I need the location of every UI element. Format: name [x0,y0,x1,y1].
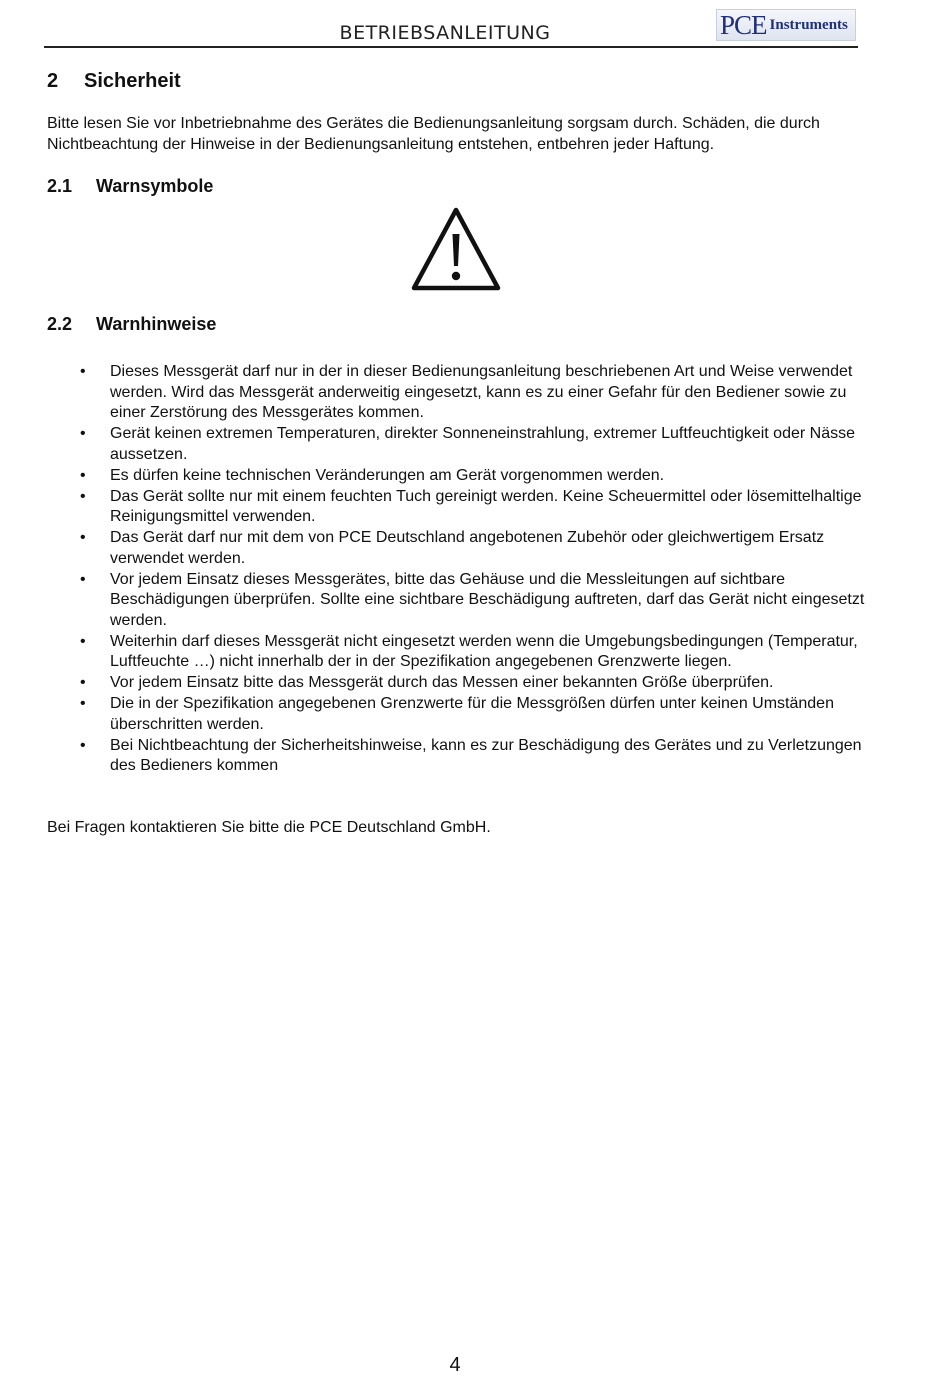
section-title: Sicherheit [84,70,181,92]
bullet-glyph: • [80,736,86,754]
bullet-glyph: • [80,632,86,650]
list-item [47,528,877,569]
warning-triangle-icon [410,206,502,292]
subsection-number: 2.1 [47,176,73,196]
list-item-text: Das Gerät darf nur mit dem von PCE Deutschland angebotenen Zubehör oder gleichwertigem Ersatz verwendet werden. [110,529,825,567]
page-number: 4 [449,1354,461,1376]
list-item [47,736,877,777]
list-item-text: Vor jedem Einsatz dieses Messgerätes, bitte das Gehäuse und die Messleitungen auf sichtbare Beschädigungen überprüfen. Sollte eine sichtbare Beschädigung auftreten, darf das Gerät nicht eingesetzt werden. [110,570,865,629]
bullet-glyph: • [80,529,86,546]
section-heading [47,70,181,93]
bullet-glyph: • [80,425,86,442]
list-item [47,362,877,424]
subsection-title: Warnhinweise [96,314,217,334]
list-item [47,487,877,528]
list-item-text: Die in der Spezifikation angegebenen Grenzwerte für die Messgrößen dürfen unter keinen Umständen überschritten werden. [110,695,834,733]
subsection-heading-warnsymbole [47,176,213,197]
bullet-glyph: • [80,570,86,588]
bullet-glyph: • [80,363,86,380]
bullet-glyph: • [80,695,86,712]
subsection-heading-warnhinweise [47,314,216,335]
list-item [47,694,877,735]
intro-paragraph: Bitte lesen Sie vor Inbetriebnahme des Gerätes die Bedienungsanleitung sorgsam durch. Schäden, die durch Nichtbeachtung der Hinweise in der Bedienungsanleitung entstehen, entbehren jeder Haftung. [47,115,820,153]
list-item-text: Es dürfen keine technischen Veränderungen am Gerät vorgenommen werden. [110,466,665,484]
pce-instruments-logo [716,9,856,41]
list-item [47,466,877,487]
list-item [47,673,877,694]
section-number: 2 [47,70,59,92]
bullet-glyph: • [80,487,86,505]
list-item-text: Bei Nichtbeachtung der Sicherheitshinweise, kann es zur Beschädigung des Gerätes und zu Verletzungen des Bedieners kommen [110,736,862,774]
warning-list [47,362,877,777]
list-item-text: Gerät keinen extremen Temperaturen, direkter Sonneneinstrahlung, extremer Luftfeuchtigkeit oder Nässe aussetzen. [110,425,855,463]
logo-instruments-text: Instruments [769,16,848,33]
header-divider [44,46,858,48]
list-item [47,570,877,632]
list-item-text: Weiterhin darf dieses Messgerät nicht eingesetzt werden wenn die Umgebungsbedingungen (Temperatur, Luftfeuchte …) nicht innerhalb der in der Spezifikation angegebenen Grenzwerte liegen. [110,632,858,670]
logo-pce-text: PCE [720,9,767,40]
list-item [47,632,877,673]
list-item-text: Vor jedem Einsatz bitte das Messgerät durch das Messen einer bekannten Größe überprüfen. [110,674,774,691]
list-item-text: Das Gerät sollte nur mit einem feuchten Tuch gereinigt werden. Keine Scheuermittel oder lösemittelhaltige Reinigungsmittel verwenden. [110,487,862,525]
list-item [47,424,877,465]
subsection-number: 2.2 [47,314,73,334]
list-item-text: Dieses Messgerät darf nur in der in dieser Bedienungsanleitung beschriebenen Art und Weise verwendet werden. Wird das Messgerät anderweitig eingesetzt, kann es zu einer Gefahr für den Bediener sowie zu einer Zerstörung des Messgerätes kommen. [110,363,853,421]
subsection-title: Warnsymbole [96,176,214,196]
bullet-glyph: • [80,674,86,691]
document-header-title: BETRIEBSANLEITUNG [339,22,551,44]
bullet-glyph: • [80,466,86,484]
closing-paragraph: Bei Fragen kontaktieren Sie bitte die PCE Deutschland GmbH. [47,819,491,836]
